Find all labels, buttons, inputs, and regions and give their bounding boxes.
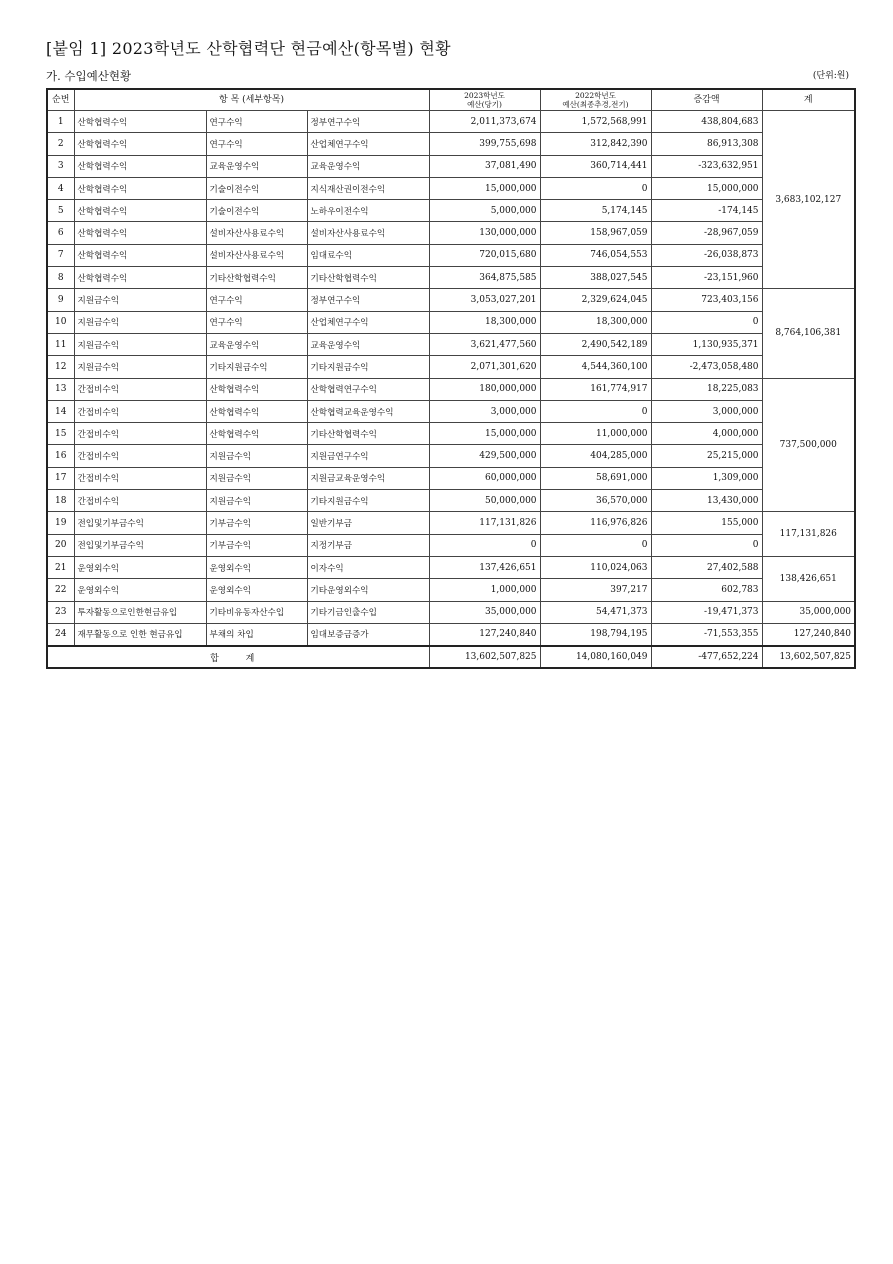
row-detail: 임대보증금증가 (307, 623, 429, 646)
row-category: 전입및기부금수익 (74, 534, 206, 556)
total-budget-2022: 14,080,160,049 (540, 646, 651, 668)
row-subcategory: 연구수익 (206, 289, 307, 311)
row-seq: 19 (47, 512, 74, 534)
row-diff: -323,632,951 (651, 155, 762, 177)
table-row (47, 579, 855, 601)
row-category: 산학협력수익 (74, 267, 206, 289)
row-seq: 12 (47, 356, 74, 378)
row-budget-2022: 58,691,000 (540, 467, 651, 489)
row-detail: 정부연구수익 (307, 111, 429, 133)
row-budget-2022: 388,027,545 (540, 267, 651, 289)
group-total: 35,000,000 (762, 601, 855, 623)
header-budget-2022-line1: 2022학년도 (575, 91, 616, 100)
table-row (47, 244, 855, 266)
total-budget-2023: 13,602,507,825 (429, 646, 540, 668)
row-subcategory: 부채의 차입 (206, 623, 307, 646)
row-budget-2023: 5,000,000 (429, 200, 540, 222)
table-row (47, 155, 855, 177)
row-budget-2022: 18,300,000 (540, 311, 651, 333)
row-diff: -19,471,373 (651, 601, 762, 623)
row-detail: 이자수익 (307, 556, 429, 578)
row-diff: 18,225,083 (651, 378, 762, 400)
row-detail: 기타지원금수익 (307, 356, 429, 378)
header-budget-2023 (429, 89, 540, 111)
row-category: 간접비수익 (74, 467, 206, 489)
row-budget-2022: 110,024,063 (540, 556, 651, 578)
table-row (47, 177, 855, 199)
table-row (47, 333, 855, 355)
table-row (47, 490, 855, 512)
table-row (47, 445, 855, 467)
row-category: 지원금수익 (74, 356, 206, 378)
row-seq: 2 (47, 133, 74, 155)
section-subtitle: 가. 수입예산현황 (46, 69, 132, 83)
row-seq: 20 (47, 534, 74, 556)
row-seq: 5 (47, 200, 74, 222)
row-subcategory: 산학협력수익 (206, 423, 307, 445)
header-item: 항 목 (세부항목) (74, 89, 429, 111)
row-seq: 14 (47, 400, 74, 422)
header-seq: 순번 (47, 89, 74, 111)
table-row (47, 111, 855, 133)
row-diff: 3,000,000 (651, 400, 762, 422)
page-title: [붙임 1] 2023학년도 산학협력단 현금예산(항목별) 현황 (46, 39, 451, 58)
row-subcategory: 기술이전수익 (206, 177, 307, 199)
row-diff: 27,402,588 (651, 556, 762, 578)
row-category: 간접비수익 (74, 400, 206, 422)
row-category: 지원금수익 (74, 311, 206, 333)
table-row (47, 378, 855, 400)
row-seq: 1 (47, 111, 74, 133)
row-diff: 0 (651, 311, 762, 333)
header-diff: 증감액 (651, 89, 762, 111)
row-diff: 25,215,000 (651, 445, 762, 467)
row-budget-2023: 364,875,585 (429, 267, 540, 289)
row-budget-2022: 198,794,195 (540, 623, 651, 646)
row-budget-2023: 3,621,477,560 (429, 333, 540, 355)
row-budget-2023: 18,300,000 (429, 311, 540, 333)
total-label: 합 계 (47, 646, 429, 668)
row-budget-2022: 2,490,542,189 (540, 333, 651, 355)
header-budget-2023-line1: 2023학년도 (464, 91, 505, 100)
row-subcategory: 연구수익 (206, 311, 307, 333)
row-budget-2023: 137,426,651 (429, 556, 540, 578)
total-row (47, 646, 855, 668)
table-row (47, 556, 855, 578)
row-budget-2023: 399,755,698 (429, 133, 540, 155)
row-seq: 11 (47, 333, 74, 355)
row-detail: 교육운영수익 (307, 333, 429, 355)
row-budget-2023: 50,000,000 (429, 490, 540, 512)
row-category: 재무활동으로 인한 현금유입 (74, 623, 206, 646)
row-subcategory: 지원금수익 (206, 445, 307, 467)
row-budget-2022: 397,217 (540, 579, 651, 601)
row-subcategory: 지원금수익 (206, 467, 307, 489)
table-row (47, 267, 855, 289)
row-seq: 15 (47, 423, 74, 445)
group-total: 8,764,106,381 (762, 289, 855, 378)
row-seq: 7 (47, 244, 74, 266)
table-row (47, 467, 855, 489)
row-subcategory: 연구수익 (206, 111, 307, 133)
table-row (47, 400, 855, 422)
row-budget-2022: 1,572,568,991 (540, 111, 651, 133)
row-budget-2023: 15,000,000 (429, 423, 540, 445)
row-diff: 1,309,000 (651, 467, 762, 489)
row-category: 산학협력수익 (74, 133, 206, 155)
unit-label: (단위:원) (812, 71, 849, 81)
row-budget-2023: 180,000,000 (429, 378, 540, 400)
row-budget-2023: 720,015,680 (429, 244, 540, 266)
row-diff: 1,130,935,371 (651, 333, 762, 355)
row-budget-2022: 36,570,000 (540, 490, 651, 512)
row-diff: -23,151,960 (651, 267, 762, 289)
row-budget-2023: 0 (429, 534, 540, 556)
table-row (47, 222, 855, 244)
row-category: 산학협력수익 (74, 222, 206, 244)
row-category: 운영외수익 (74, 579, 206, 601)
row-budget-2022: 404,285,000 (540, 445, 651, 467)
group-total: 737,500,000 (762, 378, 855, 512)
row-subcategory: 산학협력수익 (206, 378, 307, 400)
row-budget-2023: 3,000,000 (429, 400, 540, 422)
total-diff: -477,652,224 (651, 646, 762, 668)
row-detail: 지식재산권이전수익 (307, 177, 429, 199)
row-diff: -71,553,355 (651, 623, 762, 646)
row-seq: 4 (47, 177, 74, 199)
header-budget-2023-line2: 예산(당기) (467, 100, 502, 109)
row-budget-2022: 4,544,360,100 (540, 356, 651, 378)
row-budget-2022: 312,842,390 (540, 133, 651, 155)
row-detail: 노하우이전수익 (307, 200, 429, 222)
group-total: 127,240,840 (762, 623, 855, 646)
row-category: 전입및기부금수익 (74, 512, 206, 534)
row-category: 간접비수익 (74, 490, 206, 512)
table-row (47, 601, 855, 623)
row-seq: 23 (47, 601, 74, 623)
row-subcategory: 기부금수익 (206, 534, 307, 556)
row-budget-2022: 5,174,145 (540, 200, 651, 222)
row-diff: 723,403,156 (651, 289, 762, 311)
row-subcategory: 산학협력수익 (206, 400, 307, 422)
row-subcategory: 교육운영수익 (206, 333, 307, 355)
row-category: 지원금수익 (74, 333, 206, 355)
row-subcategory: 기술이전수익 (206, 200, 307, 222)
row-seq: 9 (47, 289, 74, 311)
table-row (47, 133, 855, 155)
row-detail: 기타산학협력수익 (307, 267, 429, 289)
row-detail: 정부연구수익 (307, 289, 429, 311)
table-row (47, 423, 855, 445)
row-seq: 24 (47, 623, 74, 646)
grand-total: 13,602,507,825 (762, 646, 855, 668)
row-detail: 지정기부금 (307, 534, 429, 556)
header-total: 계 (762, 89, 855, 111)
table-row (47, 356, 855, 378)
row-subcategory: 기부금수익 (206, 512, 307, 534)
row-budget-2023: 35,000,000 (429, 601, 540, 623)
row-budget-2022: 0 (540, 177, 651, 199)
row-category: 간접비수익 (74, 423, 206, 445)
row-detail: 교육운영수익 (307, 155, 429, 177)
row-diff: -2,473,058,480 (651, 356, 762, 378)
row-category: 간접비수익 (74, 378, 206, 400)
row-budget-2022: 360,714,441 (540, 155, 651, 177)
row-budget-2023: 2,011,373,674 (429, 111, 540, 133)
row-subcategory: 연구수익 (206, 133, 307, 155)
row-detail: 임대료수익 (307, 244, 429, 266)
row-subcategory: 설비자산사용료수익 (206, 222, 307, 244)
row-seq: 10 (47, 311, 74, 333)
row-budget-2023: 2,071,301,620 (429, 356, 540, 378)
row-seq: 22 (47, 579, 74, 601)
group-total: 3,683,102,127 (762, 111, 855, 289)
row-budget-2022: 116,976,826 (540, 512, 651, 534)
row-budget-2023: 130,000,000 (429, 222, 540, 244)
row-subcategory: 지원금수익 (206, 490, 307, 512)
row-detail: 기타산학협력수익 (307, 423, 429, 445)
row-subcategory: 설비자산사용료수익 (206, 244, 307, 266)
row-diff: 0 (651, 534, 762, 556)
row-budget-2023: 1,000,000 (429, 579, 540, 601)
row-budget-2022: 0 (540, 400, 651, 422)
table-row (47, 623, 855, 646)
row-subcategory: 기타비유동자산수입 (206, 601, 307, 623)
table-row (47, 534, 855, 556)
row-diff: 438,804,683 (651, 111, 762, 133)
row-budget-2023: 429,500,000 (429, 445, 540, 467)
row-category: 간접비수익 (74, 445, 206, 467)
row-category: 산학협력수익 (74, 244, 206, 266)
row-category: 지원금수익 (74, 289, 206, 311)
row-seq: 16 (47, 445, 74, 467)
row-category: 산학협력수익 (74, 200, 206, 222)
row-detail: 산학협력교육운영수익 (307, 400, 429, 422)
row-budget-2022: 0 (540, 534, 651, 556)
row-budget-2022: 11,000,000 (540, 423, 651, 445)
row-detail: 설비자산사용료수익 (307, 222, 429, 244)
row-subcategory: 기타지원금수익 (206, 356, 307, 378)
row-budget-2022: 161,774,917 (540, 378, 651, 400)
row-diff: 15,000,000 (651, 177, 762, 199)
row-category: 산학협력수익 (74, 111, 206, 133)
row-subcategory: 교육운영수익 (206, 155, 307, 177)
row-category: 산학협력수익 (74, 177, 206, 199)
row-budget-2022: 54,471,373 (540, 601, 651, 623)
row-subcategory: 운영외수익 (206, 579, 307, 601)
row-seq: 13 (47, 378, 74, 400)
row-detail: 산업체연구수익 (307, 311, 429, 333)
row-detail: 기타지원금수익 (307, 490, 429, 512)
row-category: 운영외수익 (74, 556, 206, 578)
row-budget-2022: 2,329,624,045 (540, 289, 651, 311)
row-subcategory: 운영외수익 (206, 556, 307, 578)
group-total: 117,131,826 (762, 512, 855, 557)
row-category: 산학협력수익 (74, 155, 206, 177)
table-row (47, 289, 855, 311)
row-budget-2023: 15,000,000 (429, 177, 540, 199)
row-budget-2023: 37,081,490 (429, 155, 540, 177)
row-budget-2022: 158,967,059 (540, 222, 651, 244)
table-header-row (47, 89, 855, 111)
row-detail: 산학협력연구수익 (307, 378, 429, 400)
row-detail: 지원금연구수익 (307, 445, 429, 467)
row-seq: 8 (47, 267, 74, 289)
row-seq: 21 (47, 556, 74, 578)
row-seq: 6 (47, 222, 74, 244)
row-budget-2023: 117,131,826 (429, 512, 540, 534)
row-diff: -26,038,873 (651, 244, 762, 266)
row-diff: 13,430,000 (651, 490, 762, 512)
row-diff: -28,967,059 (651, 222, 762, 244)
row-seq: 17 (47, 467, 74, 489)
row-subcategory: 기타산학협력수익 (206, 267, 307, 289)
header-budget-2022 (540, 89, 651, 111)
row-detail: 산업체연구수익 (307, 133, 429, 155)
row-detail: 지원금교육운영수익 (307, 467, 429, 489)
row-category: 투자활동으로인한현금유입 (74, 601, 206, 623)
row-seq: 3 (47, 155, 74, 177)
row-detail: 기타기금인출수입 (307, 601, 429, 623)
row-diff: -174,145 (651, 200, 762, 222)
row-diff: 86,913,308 (651, 133, 762, 155)
row-detail: 기타운영외수익 (307, 579, 429, 601)
row-diff: 4,000,000 (651, 423, 762, 445)
row-diff: 155,000 (651, 512, 762, 534)
table-row (47, 200, 855, 222)
row-diff: 602,783 (651, 579, 762, 601)
group-total: 138,426,651 (762, 556, 855, 601)
table-row (47, 512, 855, 534)
row-budget-2023: 3,053,027,201 (429, 289, 540, 311)
budget-table (46, 88, 856, 669)
table-row (47, 311, 855, 333)
header-budget-2022-line2: 예산(최종추경,전기) (562, 100, 629, 109)
row-budget-2023: 60,000,000 (429, 467, 540, 489)
row-budget-2022: 746,054,553 (540, 244, 651, 266)
row-detail: 일반기부금 (307, 512, 429, 534)
row-seq: 18 (47, 490, 74, 512)
row-budget-2023: 127,240,840 (429, 623, 540, 646)
